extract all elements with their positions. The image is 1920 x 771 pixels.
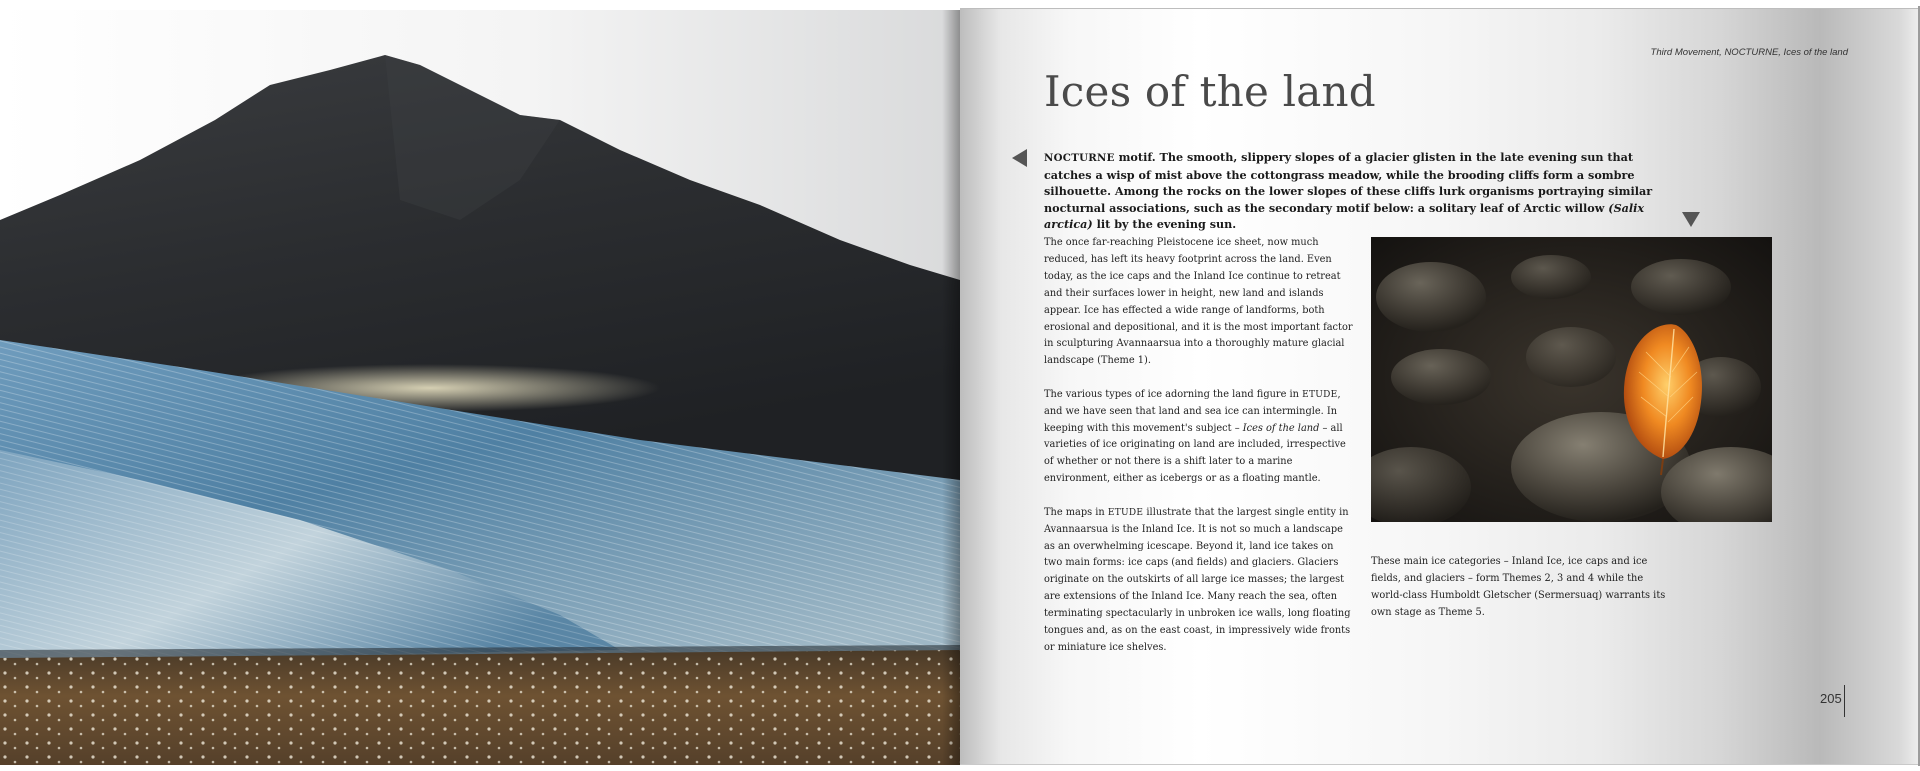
p3-smallcaps: ETUDE — [1107, 507, 1144, 518]
gutter-shadow — [942, 10, 960, 765]
running-head: Third Movement, NOCTURNE, Ices of the land — [1650, 47, 1848, 58]
intro-text-2: lit by the evening sun. — [1092, 217, 1237, 231]
page-number: 205 — [1820, 691, 1842, 706]
photo-caption: These main ice categories – Inland Ice, ice caps and ice fields, and glaciers – form Themes 2, 3 and 4 while the world-class Humboldt Gletscher (Sermersuaq) warrants its own stage as Theme 5. — [1371, 556, 1666, 618]
p2-text-a: The various types of ice adorning the land figure in — [1044, 388, 1303, 400]
intro-latin-name: (Salix arctica) — [1044, 200, 1645, 231]
intro-text-1: motif. The smooth, slippery slopes of a glacier glisten in the late evening sun that catches a wisp of mist above the cottongrass meadow, while the brooding cliffs form a sombre silhouette. Among the rocks on the lower slopes of these cliffs lurk organisms portraying similar nocturnal associations, such as the secondary motif below: a solitary leaf of Arctic willow — [1044, 150, 1653, 215]
p2-text-b: , and we have seen that land and sea ice can intermingle. In keeping with this movement's subject – — [1044, 388, 1341, 434]
intro-lead-smallcaps: NOCTURNE — [1044, 152, 1115, 164]
glacier-mountain-photo — [0, 10, 960, 765]
intro-paragraph — [1044, 149, 1676, 233]
body-paragraph-2 — [1044, 387, 1354, 488]
page-title: Ices of the land — [1044, 67, 1376, 116]
left-triangle-marker-icon — [1012, 149, 1027, 167]
body-text-column — [1044, 235, 1354, 673]
body-paragraph-1: The once far-reaching Pleistocene ice sheet, now much reduced, has left its heavy footprint across the land. Even today, as the ice caps and the Inland Ice continue to retreat and their surfaces lower in height, new land and islands appear. Ice has effected a wide range of landforms, both erosional and depositional, and it is the most important factor in sculpturing Avannaarsua into a thoroughly mature glacial landscape (Theme 1). — [1044, 237, 1353, 367]
glacier-mountain-photo-graphic — [0, 10, 960, 765]
p2-text-c: – all varieties of ice originating on land are included, irrespective of whether or not there is a shift later to a marine environment, either as icebergs or as a floating mantle. — [1044, 422, 1346, 485]
folio-rule — [1844, 685, 1845, 717]
down-triangle-marker-icon — [1682, 212, 1700, 227]
arctic-willow-leaf-graphic — [1371, 237, 1772, 522]
p3-text-b: illustrate that the largest single entity in Avannaarsua is the Inland Ice. It is not so much a landscape as an overwhelming icescape. Beyond it, land ice takes on two main forms: ice caps (and fields) and glaciers. Glaciers originate on the outskirts of all large ice masses; the largest are extensions of the Inland Ice. Many reach the sea, often terminating spectacularly in unbroken ice walls, long floating tongues and, as on the east coast, in impressively wide fronts or miniature ice shelves. — [1044, 506, 1351, 653]
text-page — [960, 8, 1920, 765]
p3-text-a: The maps in — [1044, 506, 1108, 518]
body-paragraph-3 — [1044, 505, 1354, 657]
p2-smallcaps: ETUDE — [1302, 389, 1338, 400]
arctic-willow-leaf-photo — [1371, 237, 1772, 522]
p2-italic: Ices of the land — [1242, 422, 1320, 434]
